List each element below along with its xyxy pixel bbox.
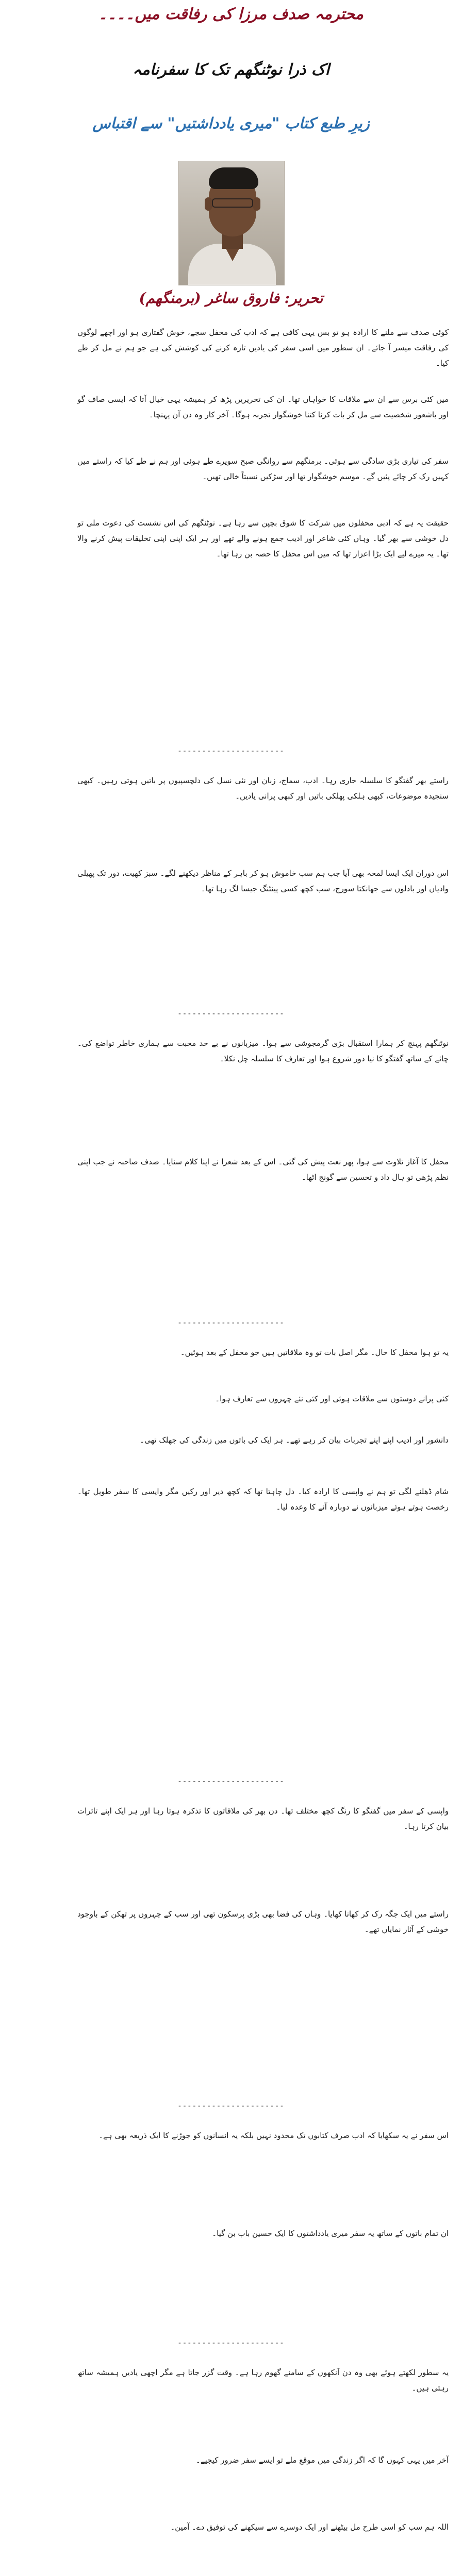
section-separator: ---------------------- (177, 1319, 285, 1327)
paragraph: نوٹنگھم پہنچ کر ہمارا استقبال بڑی گرمجوشی سے ہوا۔ میزبانوں نے بے حد محبت سے ہماری خاطر تواضع کی۔ چائے کے ساتھ گفتگو کا نیا دور شروع ہوا اور تعارف کا سلسلہ چل نکلا۔ (77, 1039, 449, 1063)
paragraph: واپسی کے سفر میں گفتگو کا رنگ کچھ مختلف تھا۔ دن بھر کی ملاقاتوں کا تذکرہ ہوتا رہا اور ہر ایک اپنے تاثرات بیان کرتا رہا۔ (77, 1806, 449, 1831)
article-subtitle: اک ذرا نوٹنگھم تک کا سفرنامہ (133, 61, 329, 79)
section-separator: ---------------------- (177, 1777, 285, 1786)
excerpt-line: زیرِ طبع کتاب "میری یادداشتیں" سے اقتباس (92, 114, 370, 132)
paragraph: حقیقت یہ ہے کہ ادبی محفلوں میں شرکت کا شوق بچپن سے رہا ہے۔ نوٹنگھم کی اس نشست کی دعوت ملی تو دل خوشی سے بھر گیا۔ وہاں کئی شاعر اور ادیب جمع ہونے والے تھے اور ہر ایک اپنی اپنی تخلیقات پیش کرنے والا تھا۔ یہ میرے لیے ایک بڑا اعزاز تھا کہ میں اس محفل کا حصہ بن رہا تھا۔ (77, 518, 449, 558)
paragraph: دانشور اور ادیب اپنے اپنے تجربات بیان کر رہے تھے۔ ہر ایک کی باتوں میں زندگی کی جھلک تھی۔ (140, 1435, 449, 1445)
section-separator: ---------------------- (177, 2102, 285, 2110)
author-byline: تحریر: فاروق ساغر (برمنگھم) (139, 290, 323, 307)
paragraph: میں کئی برس سے ان سے ملاقات کا خواہاں تھا۔ ان کی تحریریں پڑھ کر ہمیشہ یہی خیال آتا کہ ایسی صاف گو اور باشعور شخصیت سے مل کر بات کرنا کتنا خوشگوار تجربہ ہوگا۔ آخر کار وہ دن آن پہنچا۔ (77, 395, 449, 419)
paragraph: راستے بھر گفتگو کا سلسلہ جاری رہا۔ ادب، سماج، زبان اور نئی نسل کی دلچسپیوں پر باتیں ہوتی رہیں۔ کبھی سنجیدہ موضوعات، کبھی ہلکی پھلکی باتیں اور کبھی پرانی یادیں۔ (77, 776, 449, 801)
paragraph: آخر میں یہی کہوں گا کہ اگر زندگی میں موقع ملے تو ایسے سفر ضرور کیجیے۔ (195, 2455, 449, 2465)
section-separator: ---------------------- (177, 2339, 285, 2347)
paragraph: اس سفر نے یہ سکھایا کہ ادب صرف کتابوں تک محدود نہیں بلکہ یہ انسانوں کو جوڑنے کا ایک ذریعہ بھی ہے۔ (98, 2131, 449, 2140)
paragraph: کوئی صدف سے ملنے کا ارادہ ہو تو بس یہی کافی ہے کہ ادب کی محفل سجے، خوش گفتاری ہو اور اچھے لوگوں کی رفاقت میسر آ جائے۔ ان سطور میں اسی سفر کی یادیں تازہ کرنے کی کوشش کی ہے جو ہم نے مل کر طے کیا۔ (77, 328, 449, 368)
paragraph: کئی پرانے دوستوں سے ملاقات ہوئی اور کئی نئے چہروں سے تعارف ہوا۔ (215, 1394, 449, 1403)
paragraph: اس دوران ایک ایسا لمحہ بھی آیا جب ہم سب خاموش ہو کر باہر کے مناظر دیکھنے لگے۔ سبز کھیت، دور تک پھیلی وادیاں اور بادلوں سے جھانکتا سورج، سب کچھ کسی پینٹنگ جیسا لگ رہا تھا۔ (77, 869, 449, 893)
paragraph: سفر کی تیاری بڑی سادگی سے ہوئی۔ برمنگھم سے روانگی صبح سویرے طے ہوئی اور ہم نے طے کیا کہ راستے میں کہیں رک کر چائے پئیں گے۔ موسم خوشگوار تھا اور سڑکیں نسبتاً خالی تھیں۔ (77, 456, 449, 481)
paragraph: شام ڈھلنے لگی تو ہم نے واپسی کا ارادہ کیا۔ دل چاہتا تھا کہ کچھ دیر اور رکیں مگر واپسی کا سفر طویل تھا۔ رخصت ہوتے ہوئے میزبانوں نے دوبارہ آنے کا وعدہ لیا۔ (77, 1487, 449, 1512)
paragraph: اللہ ہم سب کو اسی طرح مل بیٹھنے اور ایک دوسرے سے سیکھنے کی توفیق دے۔ آمین۔ (170, 2522, 449, 2532)
paragraph: یہ سطور لکھتے ہوئے بھی وہ دن آنکھوں کے سامنے گھوم رہا ہے۔ وقت گزر جاتا ہے مگر اچھی یادیں ہمیشہ ساتھ رہتی ہیں۔ (77, 2368, 449, 2393)
section-separator: ---------------------- (177, 1010, 285, 1018)
section-separator: ---------------------- (177, 747, 285, 755)
paragraph: ان تمام باتوں کے ساتھ یہ سفر میری یادداشتوں کا ایک حسین باب بن گیا۔ (212, 2229, 449, 2238)
paragraph: یہ تو ہوا محفل کا حال۔ مگر اصل بات تو وہ ملاقاتیں ہیں جو محفل کے بعد ہوئیں۔ (180, 1348, 449, 1357)
author-photo (178, 161, 285, 285)
paragraph: محفل کا آغاز تلاوت سے ہوا، پھر نعت پیش کی گئی۔ اس کے بعد شعرا نے اپنا کلام سنایا۔ صدف صاحبہ نے جب اپنی نظم پڑھی تو ہال داد و تحسین سے گونج اٹھا۔ (77, 1157, 449, 1182)
article-title: محترمہ صدف مرزا کی رفاقت میں۔۔۔۔ (98, 5, 364, 23)
paragraph: راستے میں ایک جگہ رک کر کھانا کھایا۔ وہاں کی فضا بھی بڑی پرسکون تھی اور سب کے چہروں پر تھکن کے باوجود خوشی کے آثار نمایاں تھے۔ (77, 1909, 449, 1934)
